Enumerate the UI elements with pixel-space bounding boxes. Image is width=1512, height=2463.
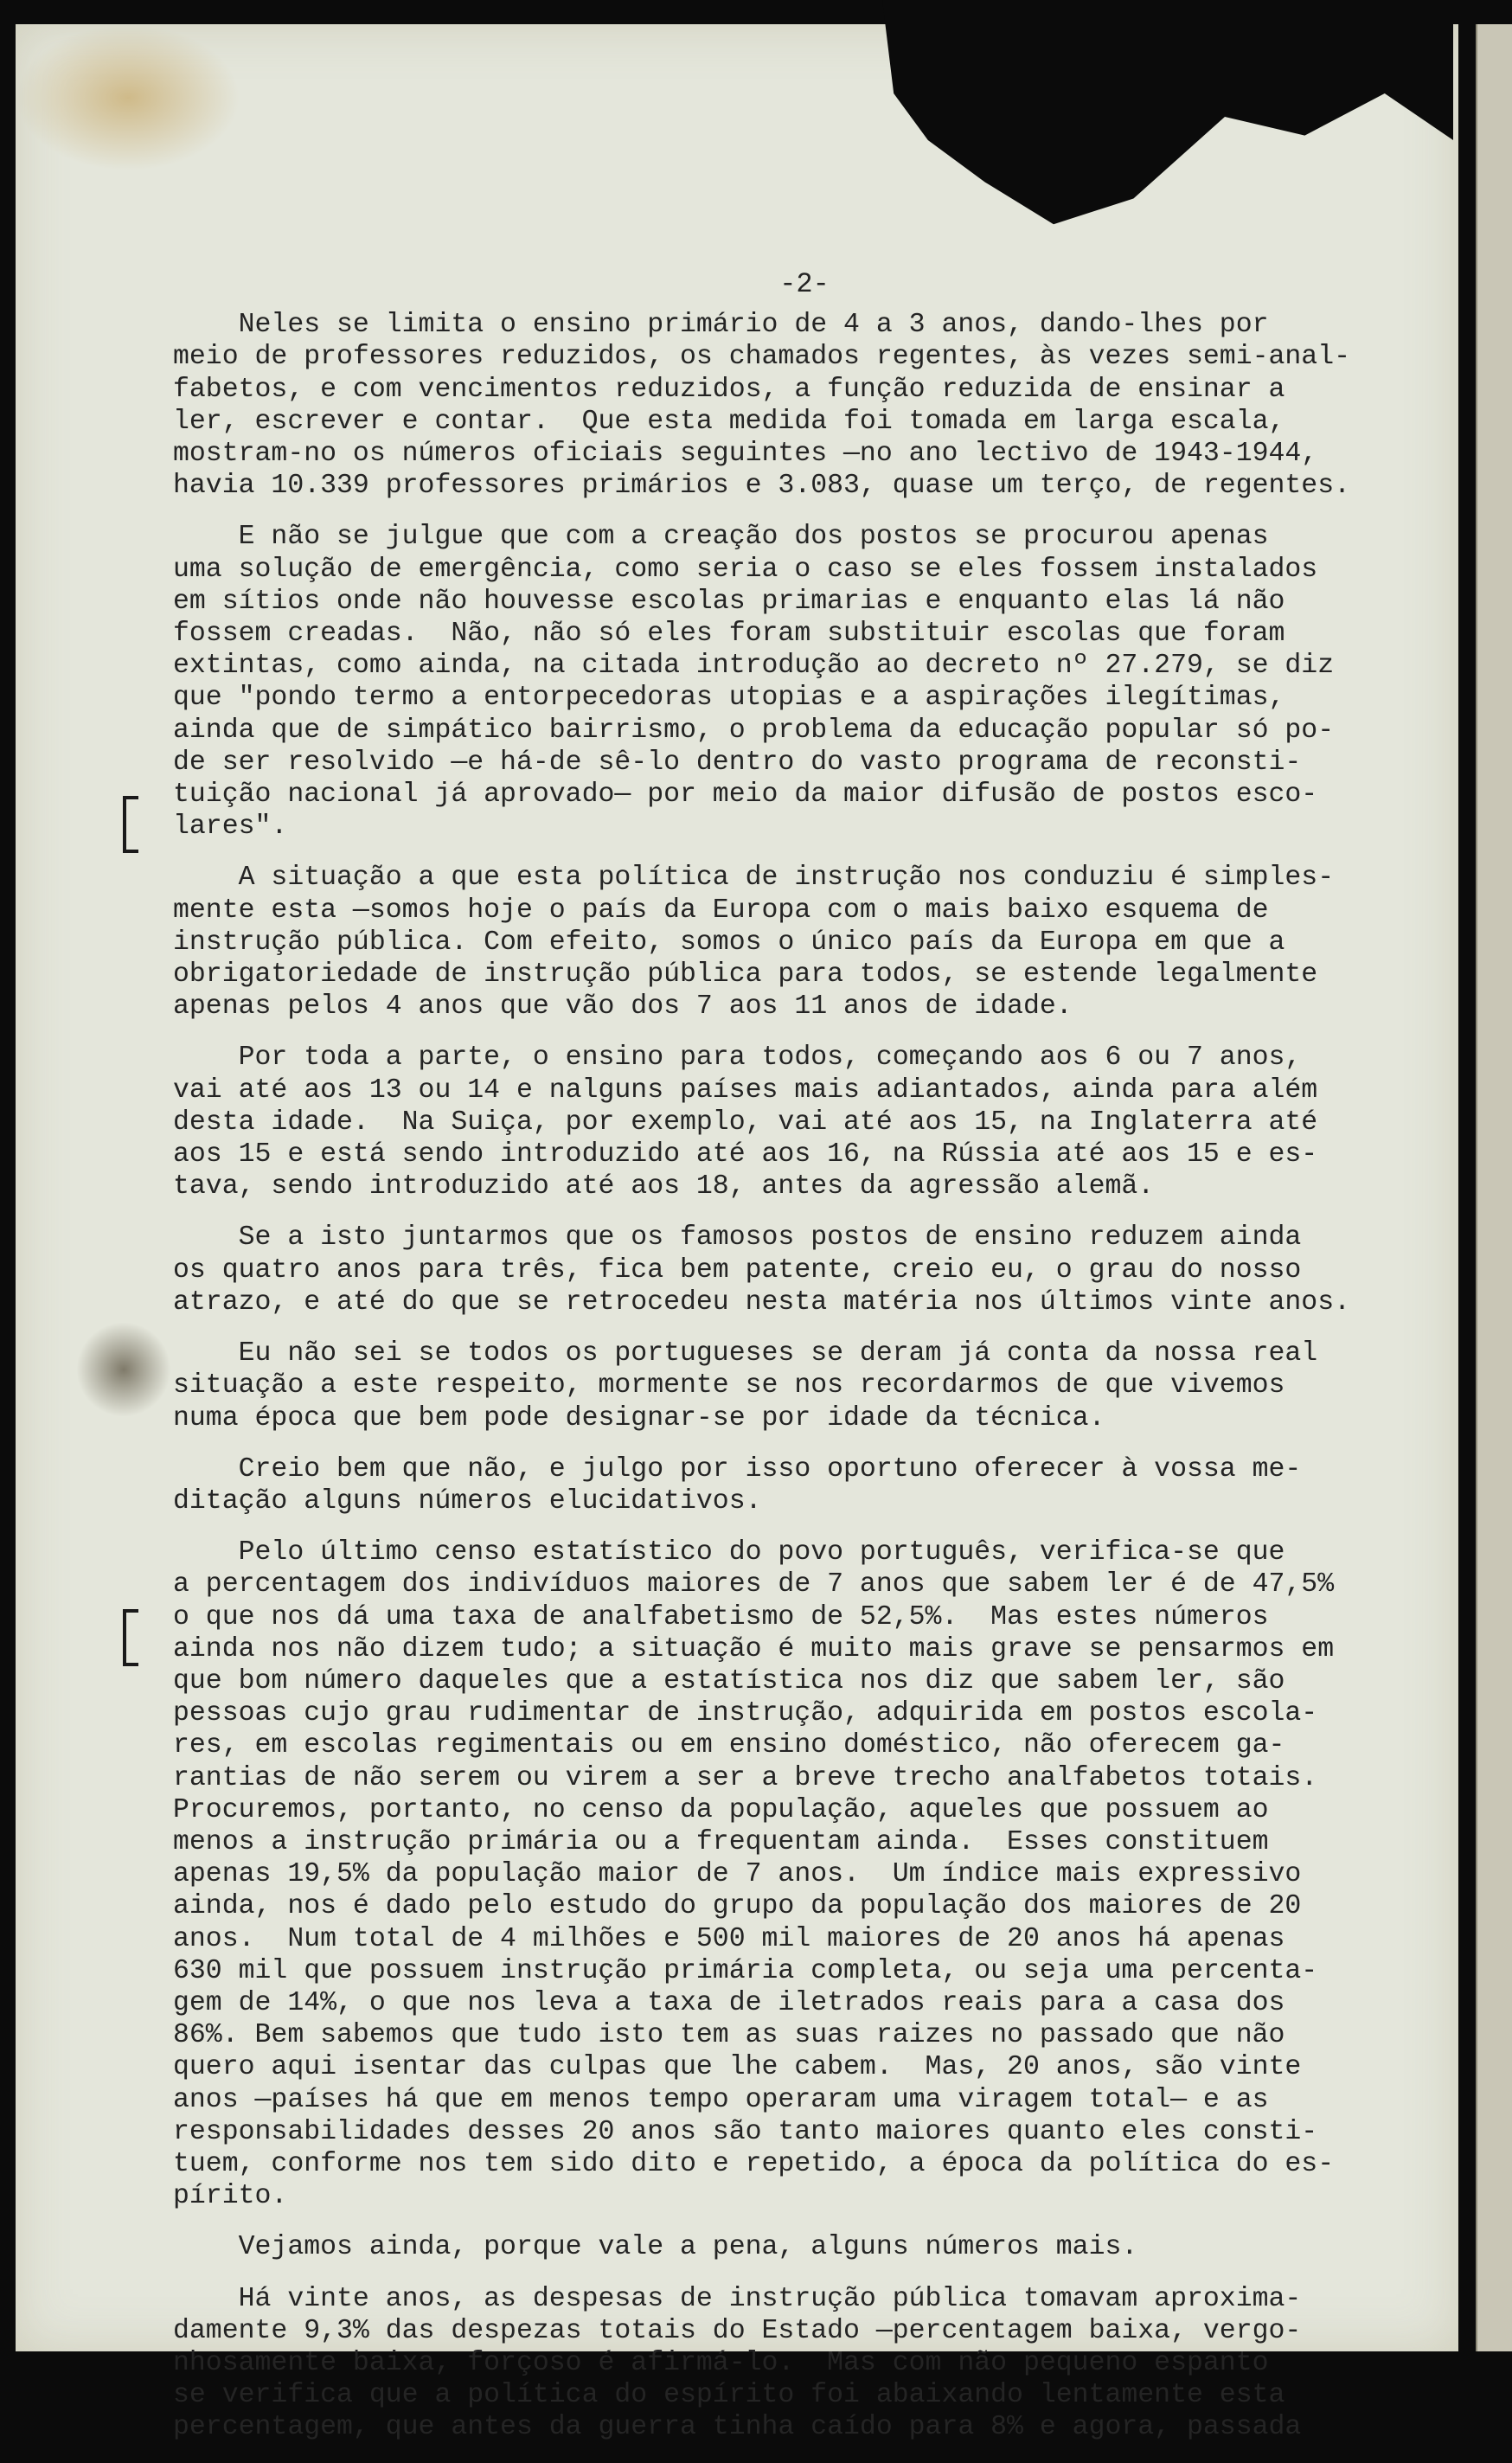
paragraph-list bbox=[173, 309, 1436, 2443]
text-line: uma solução de emergência, como seria o caso se eles fossem instalados bbox=[173, 554, 1318, 585]
text-line: quero aqui isentar das culpas que lhe cabem. Mas, 20 anos, são vinte bbox=[173, 2052, 1302, 2083]
text-line: Pelo último censo estatístico do povo português, verifica-se que bbox=[173, 1537, 1285, 1568]
text-line: Procuremos, portanto, no censo da população, aqueles que possuem ao bbox=[173, 1794, 1269, 1825]
text-line: o que nos dá uma taxa de analfabetismo de 52,5%. Mas estes números bbox=[173, 1601, 1269, 1632]
paragraph bbox=[173, 1042, 1436, 1203]
text-line: desta idade. Na Suiça, por exemplo, vai até aos 15, na Inglaterra até bbox=[173, 1106, 1318, 1138]
text-line: menos a instrução primária ou a frequentam ainda. Esses constituem bbox=[173, 1826, 1269, 1857]
text-line: numa época que bem pode designar-se por idade da técnica. bbox=[173, 1402, 1105, 1434]
text-line: Se a isto juntarmos que os famosos postos de ensino reduzem ainda bbox=[173, 1222, 1302, 1254]
text-line: 630 mil que possuem instrução primária completa, ou seja uma percenta- bbox=[173, 1955, 1318, 1986]
text-line: os quatro anos para três, fica bem patente, creio eu, o grau do nosso bbox=[173, 1254, 1302, 1286]
paragraph bbox=[173, 2231, 1436, 2263]
paragraph bbox=[173, 862, 1436, 1023]
paragraph bbox=[173, 1222, 1436, 1318]
text-line: Há vinte anos, as despesas de instrução pública tomavam aproxima- bbox=[173, 2283, 1302, 2314]
text-line: A situação a que esta política de instrução nos conduziu é simples- bbox=[173, 863, 1335, 894]
text-line: ditação alguns números elucidativos. bbox=[173, 1485, 762, 1517]
text-line: instrução pública. Com efeito, somos o único país da Europa em que a bbox=[173, 927, 1285, 958]
text-line: ler, escrever e contar. Que esta medida foi tomada em larga escala, bbox=[173, 406, 1285, 437]
text-line: percentagem, que antes da guerra tinha caído para 8% e agora, passada bbox=[173, 2412, 1302, 2443]
text-line: lares". bbox=[173, 811, 288, 843]
text-line: que bom número daqueles que a estatística nos diz que sabem ler, são bbox=[173, 1665, 1285, 1697]
document-body bbox=[173, 268, 1436, 2463]
next-sheet-edge bbox=[1476, 24, 1512, 2351]
text-line: extintas, como ainda, na citada introdução ao decreto nº 27.279, se diz bbox=[173, 651, 1335, 682]
text-line: obrigatoriedade de instrução pública para todos, se estende legalmente bbox=[173, 959, 1318, 991]
text-line: E não se julgue que com a creação dos postos se procurou apenas bbox=[173, 522, 1269, 553]
text-line: gem de 14%, o que nos leva a taxa de iletrados reais para a casa dos bbox=[173, 1987, 1285, 2018]
text-line: meio de professores reduzidos, os chamados regentes, às vezes semi-anal- bbox=[173, 342, 1351, 373]
text-line: responsabilidades desses 20 anos são tanto maiores quanto eles consti- bbox=[173, 2116, 1318, 2147]
text-line: mente esta —somos hoje o país da Europa com o mais baixo esquema de bbox=[173, 895, 1269, 926]
text-line: aos 15 e está sendo introduzido até aos 16, na Rússia até aos 15 e es- bbox=[173, 1139, 1318, 1171]
text-line: situação a este respeito, mormente se nos recordarmos de que vivemos bbox=[173, 1370, 1285, 1401]
text-line: mostram-no os números oficiais seguintes —no ano lectivo de 1943-1944, bbox=[173, 439, 1318, 470]
text-line: anos —países há que em menos tempo operaram uma viragem total— e as bbox=[173, 2084, 1269, 2115]
text-line: fossem creadas. Não, não só eles foram substituir escolas que foram bbox=[173, 619, 1285, 650]
text-line: anos. Num total de 4 milhões e 500 mil maiores de 20 anos há apenas bbox=[173, 1923, 1285, 1954]
paragraph bbox=[173, 309, 1436, 502]
text-line: res, em escolas regimentais ou em ensino doméstico, não oferecem ga- bbox=[173, 1730, 1285, 1761]
text-line: fabetos, e com vencimentos reduzidos, a função reduzida de ensinar a bbox=[173, 374, 1285, 405]
text-line: de ser resolvido —e há-de sê-lo dentro do vasto programa de reconsti- bbox=[173, 747, 1302, 778]
text-line: tava, sendo introduzido até aos 18, antes da agressão alemã. bbox=[173, 1171, 1155, 1203]
text-line: Por toda a parte, o ensino para todos, começando aos 6 ou 7 anos, bbox=[173, 1042, 1302, 1074]
text-line: ainda, nos é dado pelo estudo do grupo da população dos maiores de 20 bbox=[173, 1891, 1302, 1922]
paragraph bbox=[173, 1337, 1436, 1434]
text-line: apenas 19,5% da população maior de 7 anos. Um índice mais expressivo bbox=[173, 1859, 1302, 1890]
text-line: rantias de não serem ou virem a ser a breve trecho analfabetos totais. bbox=[173, 1762, 1318, 1793]
margin-bracket-mark bbox=[123, 1609, 138, 1666]
text-line: Creio bem que não, e julgo por isso oportuno oferecer à vossa me- bbox=[173, 1453, 1302, 1485]
text-line: que "pondo termo a entorpecedoras utopias e a aspirações ilegítimas, bbox=[173, 683, 1285, 714]
text-line: tuem, conforme nos tem sido dito e repetido, a época da política do es- bbox=[173, 2148, 1335, 2179]
text-line: atrazo, e até do que se retrocedeu nesta matéria nos últimos vinte anos. bbox=[173, 1286, 1351, 1318]
paragraph bbox=[173, 1453, 1436, 1517]
text-line: Eu não sei se todos os portugueses se deram já conta da nossa real bbox=[173, 1338, 1318, 1369]
text-line: se verifica que a política do espírito foi abaixando lentamente esta bbox=[173, 2380, 1285, 2411]
paragraph bbox=[173, 521, 1436, 843]
margin-bracket-mark bbox=[123, 796, 138, 853]
text-line: Neles se limita o ensino primário de 4 a 3 anos, dando-lhes por bbox=[173, 310, 1269, 341]
stain-middle-left bbox=[76, 1322, 171, 1417]
text-line: tuição nacional já aprovado— por meio da maior difusão de postos esco- bbox=[173, 779, 1318, 811]
text-line: nhosamente baixa, forçoso é afirmá-lo. Mas com não pequeno espanto bbox=[173, 2347, 1269, 2378]
text-line: pessoas cujo grau rudimentar de instrução, adquirida em postos escola- bbox=[173, 1698, 1318, 1729]
text-line: damente 9,3% das despezas totais do Estado —percentagem baixa, vergo- bbox=[173, 2315, 1302, 2346]
text-line: 86%. Bem sabemos que tudo isto tem as suas raizes no passado que não bbox=[173, 2020, 1285, 2051]
page-number: -2- bbox=[779, 268, 830, 300]
text-line: Vejamos ainda, porque vale a pena, alguns números mais. bbox=[173, 2232, 1138, 2263]
text-line: em sítios onde não houvesse escolas primarias e enquanto elas lá não bbox=[173, 586, 1285, 617]
text-line: havia 10.339 professores primários e 3.083, quase um terço, de regentes. bbox=[173, 471, 1351, 502]
text-line: ainda que de simpático bairrismo, o problema da educação popular só po- bbox=[173, 715, 1335, 746]
text-line: apenas pelos 4 anos que vão dos 7 aos 11 anos de idade. bbox=[173, 991, 1073, 1023]
stain-top-left bbox=[16, 24, 240, 171]
paragraph bbox=[173, 2283, 1436, 2444]
text-line: ainda nos não dizem tudo; a situação é muito mais grave se pensarmos em bbox=[173, 1633, 1335, 1664]
text-line: a percentagem dos indivíduos maiores de 7 anos que sabem ler é de 47,5% bbox=[173, 1569, 1335, 1600]
text-line: vai até aos 13 ou 14 e nalguns países mais adiantados, ainda para além bbox=[173, 1074, 1318, 1106]
text-line: pírito. bbox=[173, 2181, 288, 2212]
paragraph bbox=[173, 1536, 1436, 2212]
